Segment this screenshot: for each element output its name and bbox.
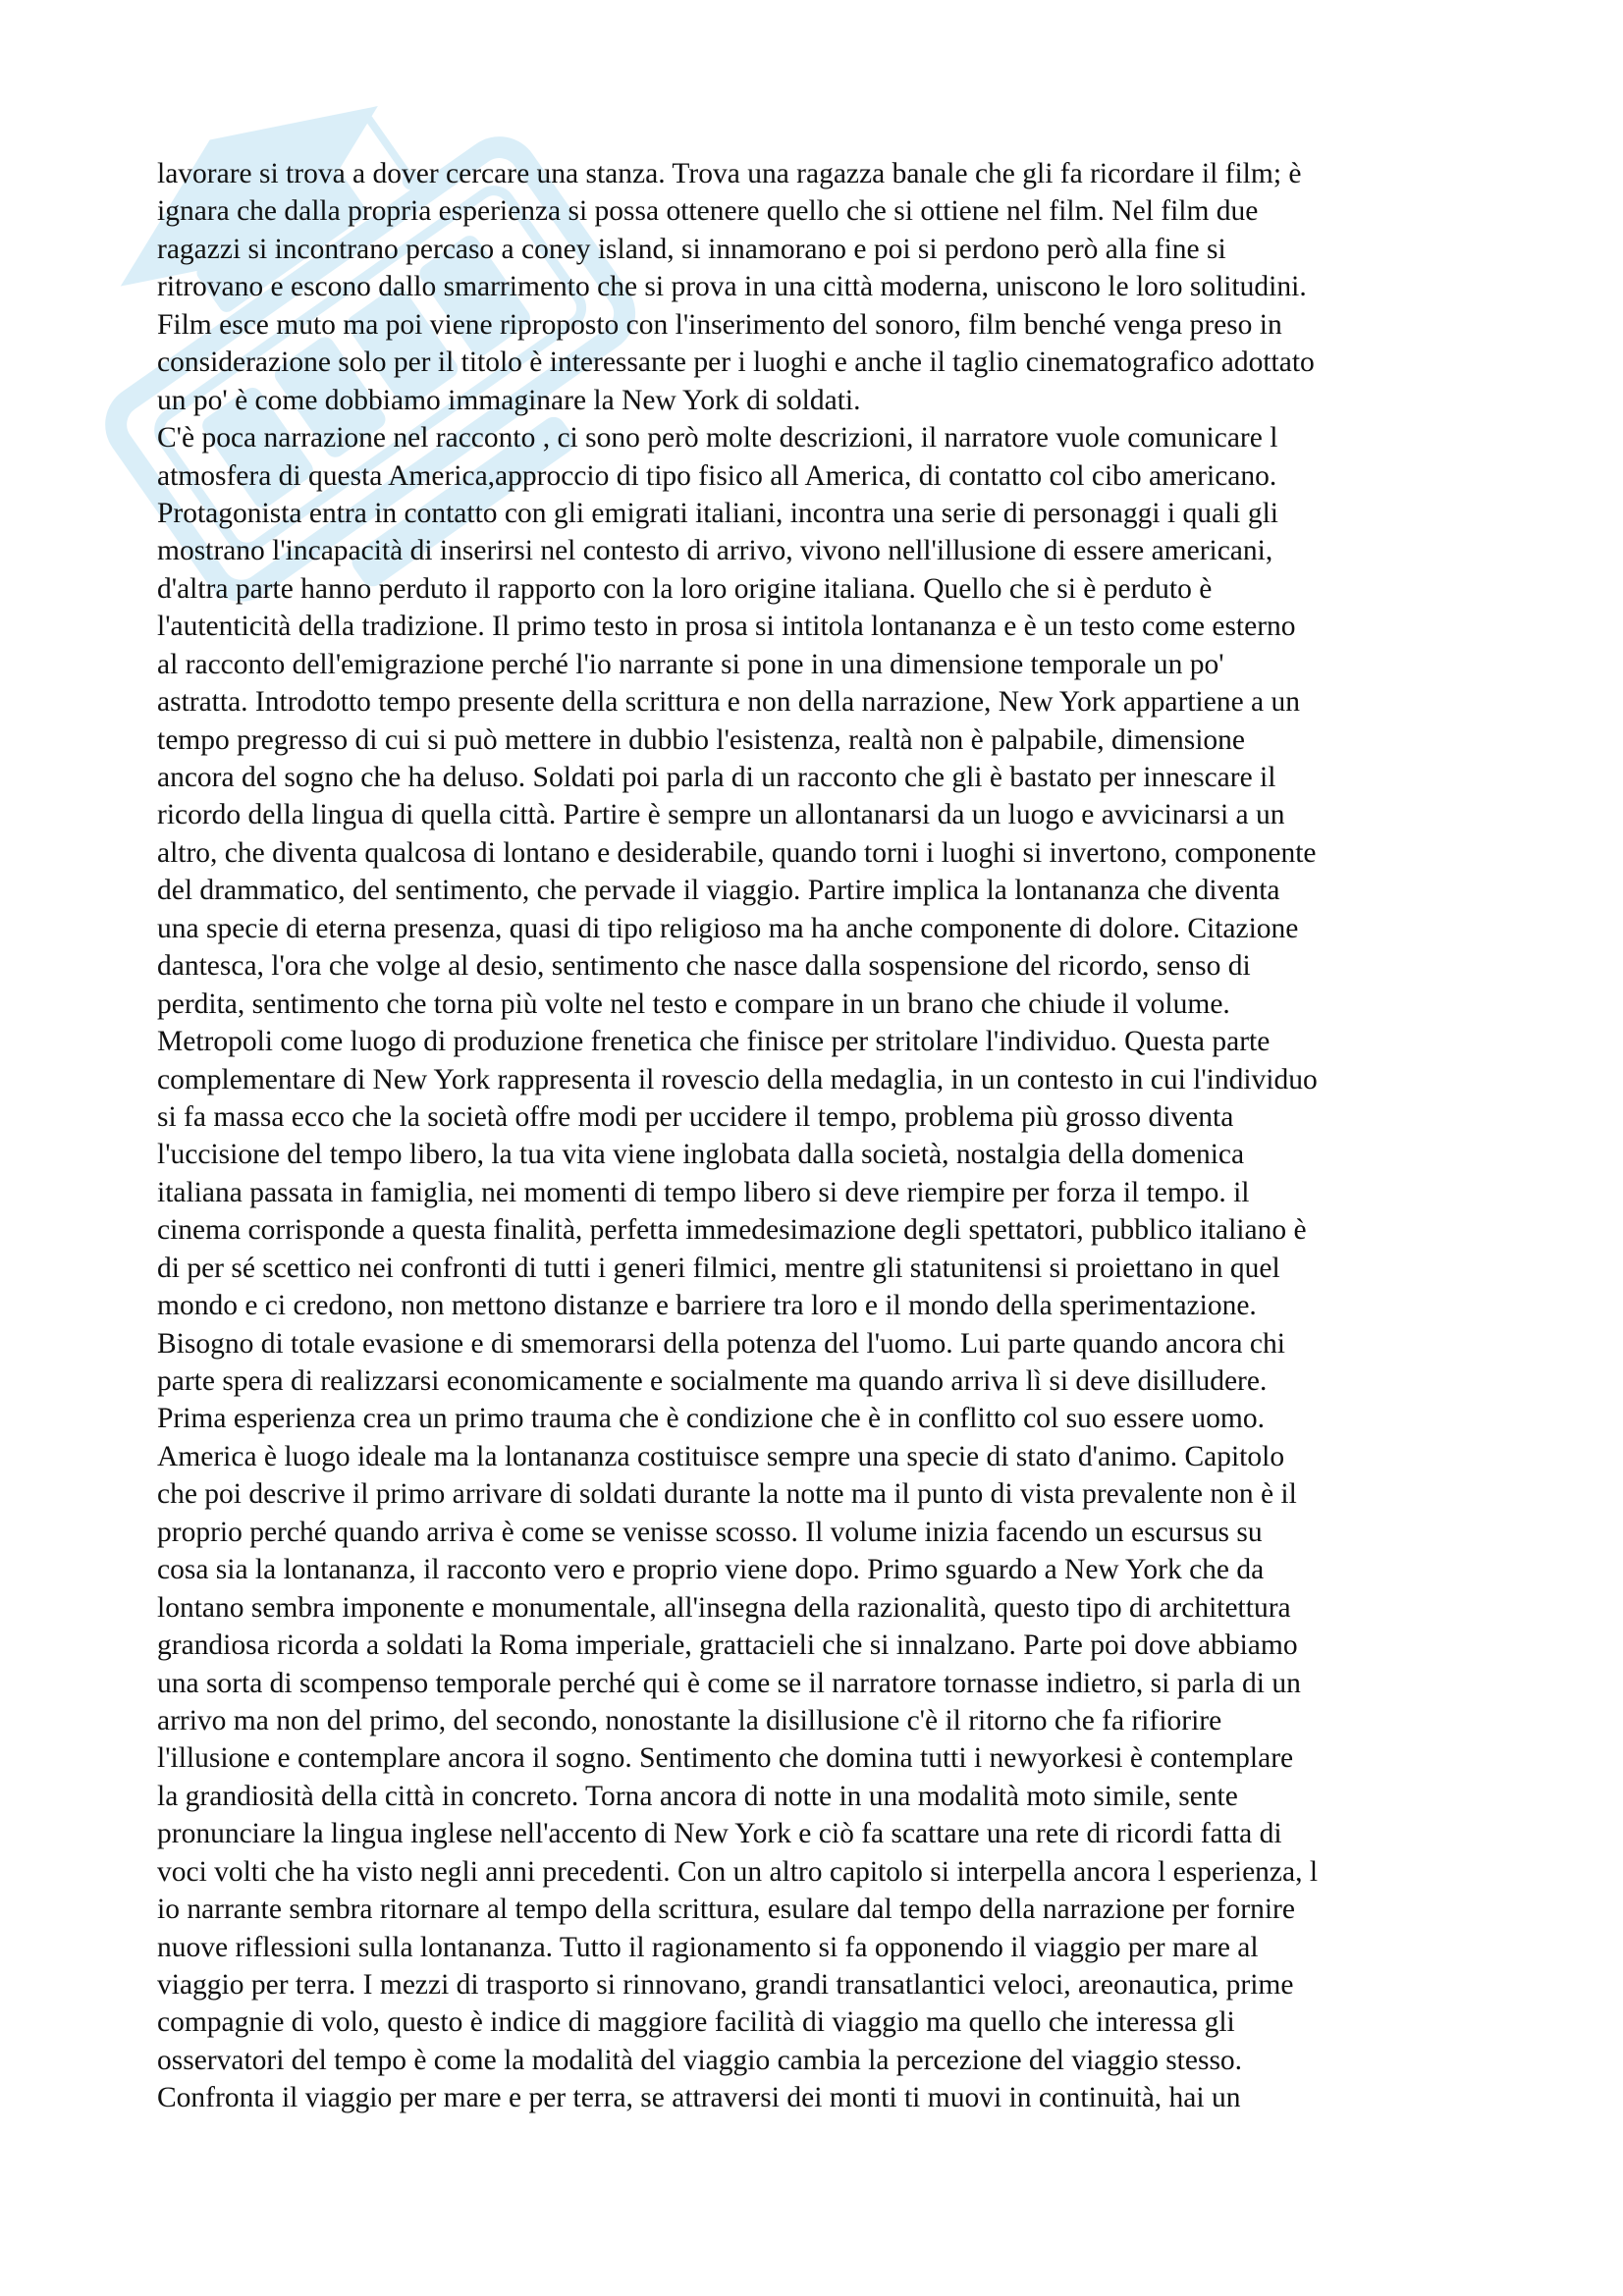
text-line: C'è poca narrazione nel racconto , ci sono però molte descrizioni, il narratore vuole comunicare l <box>157 422 1278 454</box>
document-body <box>157 155 1478 2117</box>
text-line: ancora del sogno che ha deluso. Soldati poi parla di un racconto che gli è bastato per innescare il <box>157 762 1276 793</box>
text-line: complementare di New York rappresenta il rovescio della medaglia, in un contesto in cui l'individuo <box>157 1063 1318 1095</box>
text-line: perdita, sentimento che torna più volte nel testo e compare in un brano che chiude il volume. <box>157 988 1230 1020</box>
text-line: viaggio per terra. I mezzi di trasporto si rinnovano, grandi transatlantici veloci, areonautica, prime <box>157 1969 1294 2001</box>
text-line: che poi descrive il primo arrivare di soldati durante la notte ma il punto di vista prevalente non è il <box>157 1478 1297 1511</box>
text-line: Metropoli come luogo di produzione frenetica che finisce per stritolare l'individuo. Questa parte <box>157 1026 1271 1058</box>
text-line: si fa massa ecco che la società offre modi per uccidere il tempo, problema più grosso diventa <box>157 1100 1234 1133</box>
text-line: considerazione solo per il titolo è interessante per i luoghi e anche il taglio cinematografico adottato <box>157 347 1315 379</box>
text-line: italiana passata in famiglia, nei momenti di tempo libero si deve riempire per forza il tempo. il <box>157 1176 1250 1208</box>
text-line: cinema corrisponde a questa finalità, perfetta immedesimazione degli spettatori, pubblico italiano è <box>157 1214 1307 1247</box>
text-line: ragazzi si incontrano percaso a coney island, si innamorano e poi si perdono però alla fine si <box>157 233 1226 265</box>
text-line: al racconto dell'emigrazione perché l'io narrante si pone in una dimensione temporale un po' <box>157 648 1224 680</box>
text-line: una specie di eterna presenza, quasi di tipo religioso ma ha anche componente di dolore. Citazione <box>157 912 1299 944</box>
text-line: l'autenticità della tradizione. Il primo testo in prosa si intitola lontananza e è un testo come esterno <box>157 611 1296 643</box>
text-line: ritrovano e escono dallo smarrimento che si prova in una città moderna, uniscono le loro solitudini. <box>157 271 1307 303</box>
text-line: Protagonista entra in contatto con gli emigrati italiani, incontra una serie di personaggi i quali gli <box>157 497 1279 529</box>
text-line: Confronta il viaggio per mare e per terra, se attraversi dei monti ti muovi in continuità, hai un <box>157 2082 1241 2114</box>
text-line: di per sé scettico nei confronti di tutti i generi filmici, mentre gli statunitensi si proiettano in quel <box>157 1252 1280 1284</box>
text-line: dantesca, l'ora che volge al desio, sentimento che nasce dalla sospensione del ricordo, senso di <box>157 950 1251 983</box>
text-line: Film esce muto ma poi viene riproposto con l'inserimento del sonoro, film benché venga preso in <box>157 308 1282 341</box>
text-line: arrivo ma non del primo, del secondo, nonostante la disillusione c'è il ritorno che fa rifiorire <box>157 1704 1222 1736</box>
text-line: nuove riflessioni sulla lontananza. Tutto il ragionamento si fa opponendo il viaggio per mare al <box>157 1931 1259 1963</box>
text-line: osservatori del tempo è come la modalità del viaggio cambia la percezione del viaggio stesso. <box>157 2044 1243 2076</box>
text-line: l'uccisione del tempo libero, la tua vita viene inglobata dalla società, nostalgia della domenica <box>157 1139 1245 1171</box>
text-line: una sorta di scompenso temporale perché qui è come se il narratore tornasse indietro, si parla di un <box>157 1667 1301 1699</box>
text-line: ricordo della lingua di quella città. Partire è sempre un allontanarsi da un luogo e avvicinarsi a un <box>157 799 1285 831</box>
text-line: d'altra parte hanno perduto il rapporto con la loro origine italiana. Quello che si è perduto è <box>157 572 1213 605</box>
text-line: del drammatico, del sentimento, che pervade il viaggio. Partire implica la lontananza che diventa <box>157 875 1280 907</box>
text-line: astratta. Introdotto tempo presente della scrittura e non della narrazione, New York appartiene a un <box>157 686 1301 719</box>
text-line: tempo pregresso di cui si può mettere in dubbio l'esistenza, realtà non è palpabile, dimensione <box>157 723 1245 756</box>
text-line: ignara che dalla propria esperienza si possa ottenere quello che si ottiene nel film. Nel film due <box>157 195 1259 228</box>
text-line: io narrante sembra ritornare al tempo della scrittura, esulare dal tempo della narrazione per fornire <box>157 1894 1295 1926</box>
text-line: grandiosa ricorda a soldati la Roma imperiale, grattacieli che si innalzano. Parte poi dove abbiamo <box>157 1629 1298 1662</box>
text-line: Prima esperienza crea un primo trauma che è condizione che è in conflitto col suo essere uomo. <box>157 1403 1265 1435</box>
text-line: Bisogno di totale evasione e di smemorarsi della potenza del l'uomo. Lui parte quando ancora chi <box>157 1327 1285 1360</box>
text-line: mondo e ci credono, non mettono distanze e barriere tra loro e il mondo della sperimentazione. <box>157 1290 1257 1322</box>
text-line: lavorare si trova a dover cercare una stanza. Trova una ragazza banale che gli fa ricordare il film; è <box>157 158 1302 189</box>
text-line: parte spera di realizzarsi economicamente e socialmente ma quando arriva lì si deve disilludere. <box>157 1365 1268 1397</box>
text-line: un po' è come dobbiamo immaginare la New York di soldati. <box>157 384 861 416</box>
text-line: atmosfera di questa America,approccio di tipo fisico all America, di contatto col cibo americano. <box>157 459 1277 492</box>
text-line: compagnie di volo, questo è indice di maggiore facilità di viaggio ma quello che interessa gli <box>157 2006 1235 2039</box>
text-line: proprio perché quando arriva è come se venisse scosso. Il volume inizia facendo un escursus su <box>157 1516 1263 1548</box>
text-line: pronunciare la lingua inglese nell'accento di New York e ciò fa scattare una rete di ricordi fatta di <box>157 1818 1282 1850</box>
text-line: America è luogo ideale ma la lontananza costituisce sempre una specie di stato d'animo. Capitolo <box>157 1440 1285 1472</box>
text-line: cosa sia la lontananza, il racconto vero e proprio viene dopo. Primo sguardo a New York che da <box>157 1554 1265 1586</box>
text-line: voci volti che ha visto negli anni precedenti. Con un altro capitolo si interpella ancora l esperienza, l <box>157 1855 1319 1888</box>
text-line: lontano sembra imponente e monumentale, all'insegna della razionalità, questo tipo di architettura <box>157 1591 1291 1624</box>
text-line: altro, che diventa qualcosa di lontano e desiderabile, quando torni i luoghi si invertono, componente <box>157 836 1317 869</box>
text-line: la grandiosità della città in concreto. Torna ancora di notte in una modalità moto simile, sente <box>157 1780 1238 1812</box>
text-line: mostrano l'incapacità di inserirsi nel contesto di arrivo, vivono nell'illusione di essere americani, <box>157 535 1273 567</box>
text-line: l'illusione e contemplare ancora il sogno. Sentimento che domina tutti i newyorkesi è contemplare <box>157 1742 1294 1775</box>
